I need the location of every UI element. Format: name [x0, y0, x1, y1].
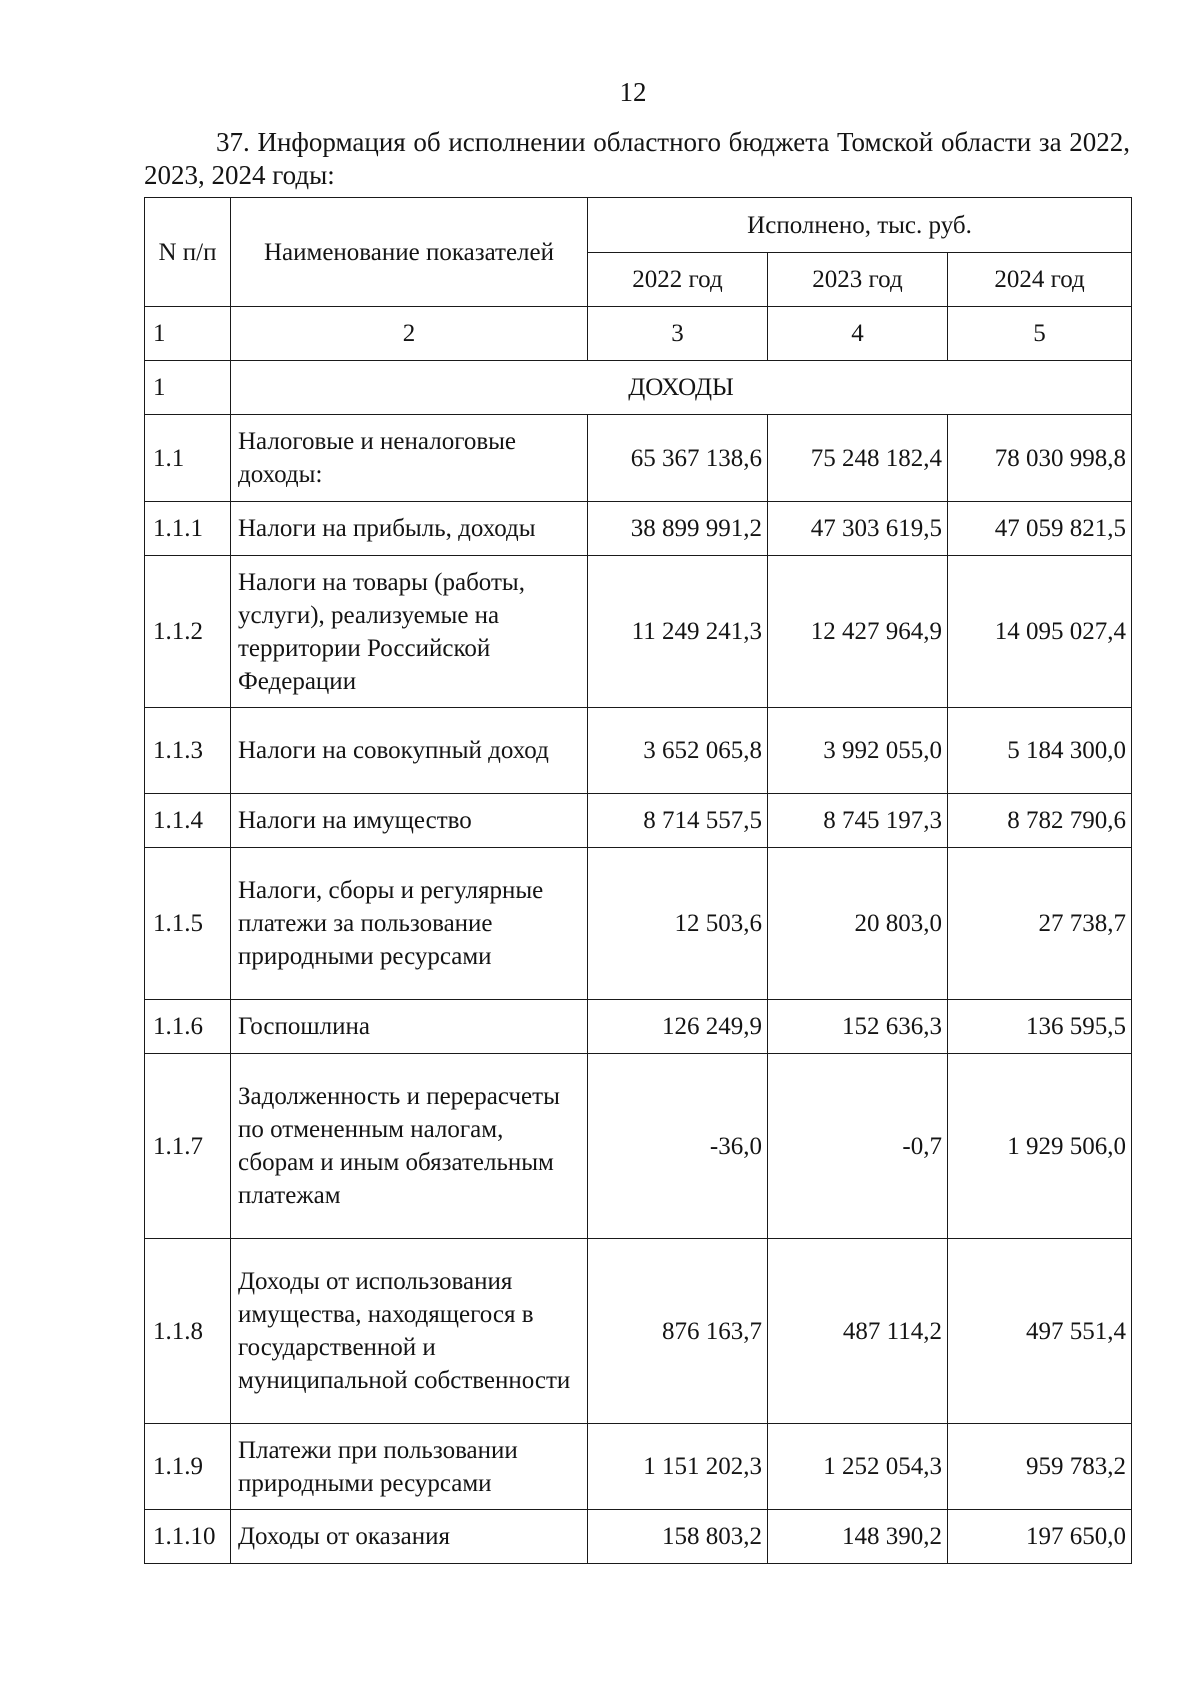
value-2024: 197 650,0: [948, 1510, 1132, 1564]
section-num: 1: [145, 361, 231, 415]
header-executed: Исполнено, тыс. руб.: [588, 198, 1132, 253]
row-name: Налоги на прибыль, доходы: [231, 502, 588, 556]
row-name: Платежи при пользовании природными ресурсами: [231, 1424, 588, 1510]
header-year: 2022 год: [588, 253, 768, 307]
header-num: N п/п: [145, 198, 231, 307]
value-2024: 497 551,4: [948, 1239, 1132, 1424]
column-number: 3: [588, 307, 768, 361]
value-2024: 5 184 300,0: [948, 708, 1132, 794]
row-num: 1.1.9: [145, 1424, 231, 1510]
value-2024: 14 095 027,4: [948, 556, 1132, 708]
column-number: 5: [948, 307, 1132, 361]
row-num: 1.1.4: [145, 794, 231, 848]
header-year: 2024 год: [948, 253, 1132, 307]
value-2024: 8 782 790,6: [948, 794, 1132, 848]
table-row: [145, 1424, 1132, 1510]
table-row: [145, 1000, 1132, 1054]
value-2022: 11 249 241,3: [588, 556, 768, 708]
table-header-row: [145, 198, 1132, 253]
table-row: [145, 556, 1132, 708]
value-2022: 12 503,6: [588, 848, 768, 1000]
section-title: ДОХОДЫ: [231, 361, 1132, 415]
value-2023: 3 992 055,0: [768, 708, 948, 794]
table-row: [145, 1239, 1132, 1424]
row-name: Доходы от использования имущества, находящегося в государственной и муниципальной собственности: [231, 1239, 588, 1424]
value-2024: 78 030 998,8: [948, 415, 1132, 502]
row-name: Налоги, сборы и регулярные платежи за пользование природными ресурсами: [231, 848, 588, 1000]
value-2023: -0,7: [768, 1054, 948, 1239]
table-row: [145, 1510, 1132, 1564]
row-name: Госпошлина: [231, 1000, 588, 1054]
row-name: Налоги на имущество: [231, 794, 588, 848]
row-num: 1.1: [145, 415, 231, 502]
value-2022: 3 652 065,8: [588, 708, 768, 794]
value-2024: 136 595,5: [948, 1000, 1132, 1054]
value-2024: 959 783,2: [948, 1424, 1132, 1510]
row-name: Налоги на совокупный доход: [231, 708, 588, 794]
row-name: Налоговые и неналоговые доходы:: [231, 415, 588, 502]
value-2022: 8 714 557,5: [588, 794, 768, 848]
table-row: [145, 1054, 1132, 1239]
row-num: 1.1.3: [145, 708, 231, 794]
value-2024: 27 738,7: [948, 848, 1132, 1000]
column-number: 1: [145, 307, 231, 361]
table-row: [145, 415, 1132, 502]
column-number-row: [145, 307, 1132, 361]
value-2022: 38 899 991,2: [588, 502, 768, 556]
row-name: Налоги на товары (работы, услуги), реализуемые на территории Российской Федерации: [231, 556, 588, 708]
value-2023: 148 390,2: [768, 1510, 948, 1564]
value-2023: 152 636,3: [768, 1000, 948, 1054]
section-row: [145, 361, 1132, 415]
header-name: Наименование показателей: [231, 198, 588, 307]
row-num: 1.1.6: [145, 1000, 231, 1054]
table-row: [145, 794, 1132, 848]
table-row: [145, 502, 1132, 556]
value-2022: 158 803,2: [588, 1510, 768, 1564]
column-number: 4: [768, 307, 948, 361]
value-2023: 75 248 182,4: [768, 415, 948, 502]
value-2022: 65 367 138,6: [588, 415, 768, 502]
value-2023: 8 745 197,3: [768, 794, 948, 848]
row-num: 1.1.10: [145, 1510, 231, 1564]
row-num: 1.1.8: [145, 1239, 231, 1424]
value-2024: 1 929 506,0: [948, 1054, 1132, 1239]
page-number: 12: [619, 77, 647, 107]
value-2022: 126 249,9: [588, 1000, 768, 1054]
table-row: [145, 848, 1132, 1000]
column-number: 2: [231, 307, 588, 361]
table-row: [145, 708, 1132, 794]
value-2022: 876 163,7: [588, 1239, 768, 1424]
table-caption: 37. Информация об исполнении областного бюджета Томской области за 2022, 2023, 2024 годы:: [144, 127, 1130, 190]
row-num: 1.1.7: [145, 1054, 231, 1239]
value-2023: 1 252 054,3: [768, 1424, 948, 1510]
value-2023: 20 803,0: [768, 848, 948, 1000]
row-name: Задолженность и перерасчеты по отмененным налогам, сборам и иным обязательным платежам: [231, 1054, 588, 1239]
value-2023: 47 303 619,5: [768, 502, 948, 556]
row-num: 1.1.2: [145, 556, 231, 708]
header-year: 2023 год: [768, 253, 948, 307]
budget-table: [144, 197, 1132, 1564]
row-num: 1.1.5: [145, 848, 231, 1000]
value-2023: 12 427 964,9: [768, 556, 948, 708]
value-2022: 1 151 202,3: [588, 1424, 768, 1510]
value-2023: 487 114,2: [768, 1239, 948, 1424]
row-name: Доходы от оказания: [231, 1510, 588, 1564]
value-2024: 47 059 821,5: [948, 502, 1132, 556]
value-2022: -36,0: [588, 1054, 768, 1239]
row-num: 1.1.1: [145, 502, 231, 556]
